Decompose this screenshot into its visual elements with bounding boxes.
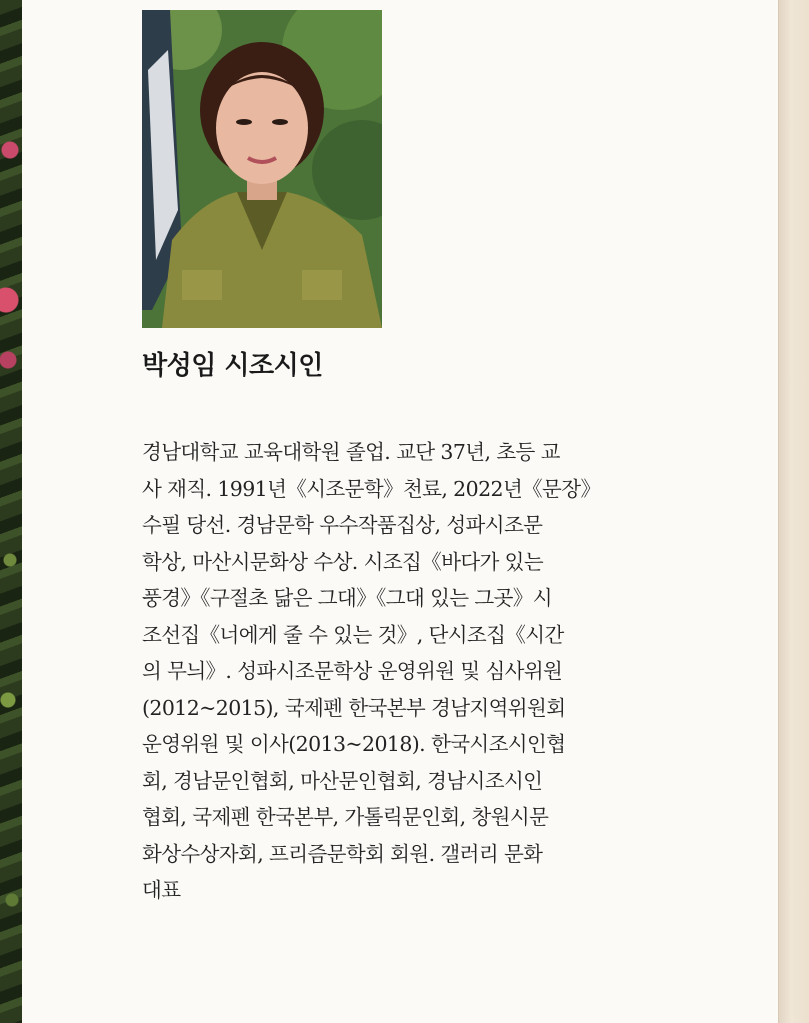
bio-line: 회, 경남문인협회, 마산문인협회, 경남시조시인 bbox=[142, 768, 543, 793]
bio-line: 협회, 국제펜 한국본부, 가톨릭문인회, 창원시문 bbox=[142, 805, 549, 829]
page-edge bbox=[778, 0, 809, 1023]
author-portrait bbox=[142, 10, 382, 328]
bio-line: 사 재직. 1991년《시조문학》천료, 2022년《문장》 bbox=[142, 476, 601, 501]
bio-line: 경남대학교 교육대학원 졸업. 교단 37년, 초등 교 bbox=[142, 440, 560, 464]
author-biography bbox=[142, 434, 642, 909]
bio-line: 화상수상자회, 프리즘문학회 회원. 갤러리 문화 bbox=[142, 841, 543, 866]
bio-line: 학상, 마산시문화상 수상. 시조집《바다가 있는 bbox=[142, 549, 544, 574]
bio-line: 조선집《너에게 줄 수 있는 것》, 단시조집《시간 bbox=[142, 622, 564, 647]
bio-line: 의 무늬》. 성파시조문학상 운영위원 및 심사위원 bbox=[142, 659, 563, 683]
bio-line: (2012~2015), 국제펜 한국본부 경남지역위원회 bbox=[142, 695, 566, 720]
bio-line: 대표 bbox=[142, 878, 181, 902]
author-name: 박성임 시조시인 bbox=[142, 351, 323, 381]
bio-line: 풍경》《구절초 닮은 그대》《그대 있는 그곳》시 bbox=[142, 586, 552, 610]
bio-line: 운영위원 및 이사(2013~2018). 한국시조시인협 bbox=[142, 732, 566, 756]
decorative-floral-border bbox=[0, 0, 22, 1023]
bio-line: 수필 당선. 경남문학 우수작품집상, 성파시조문 bbox=[142, 513, 543, 537]
